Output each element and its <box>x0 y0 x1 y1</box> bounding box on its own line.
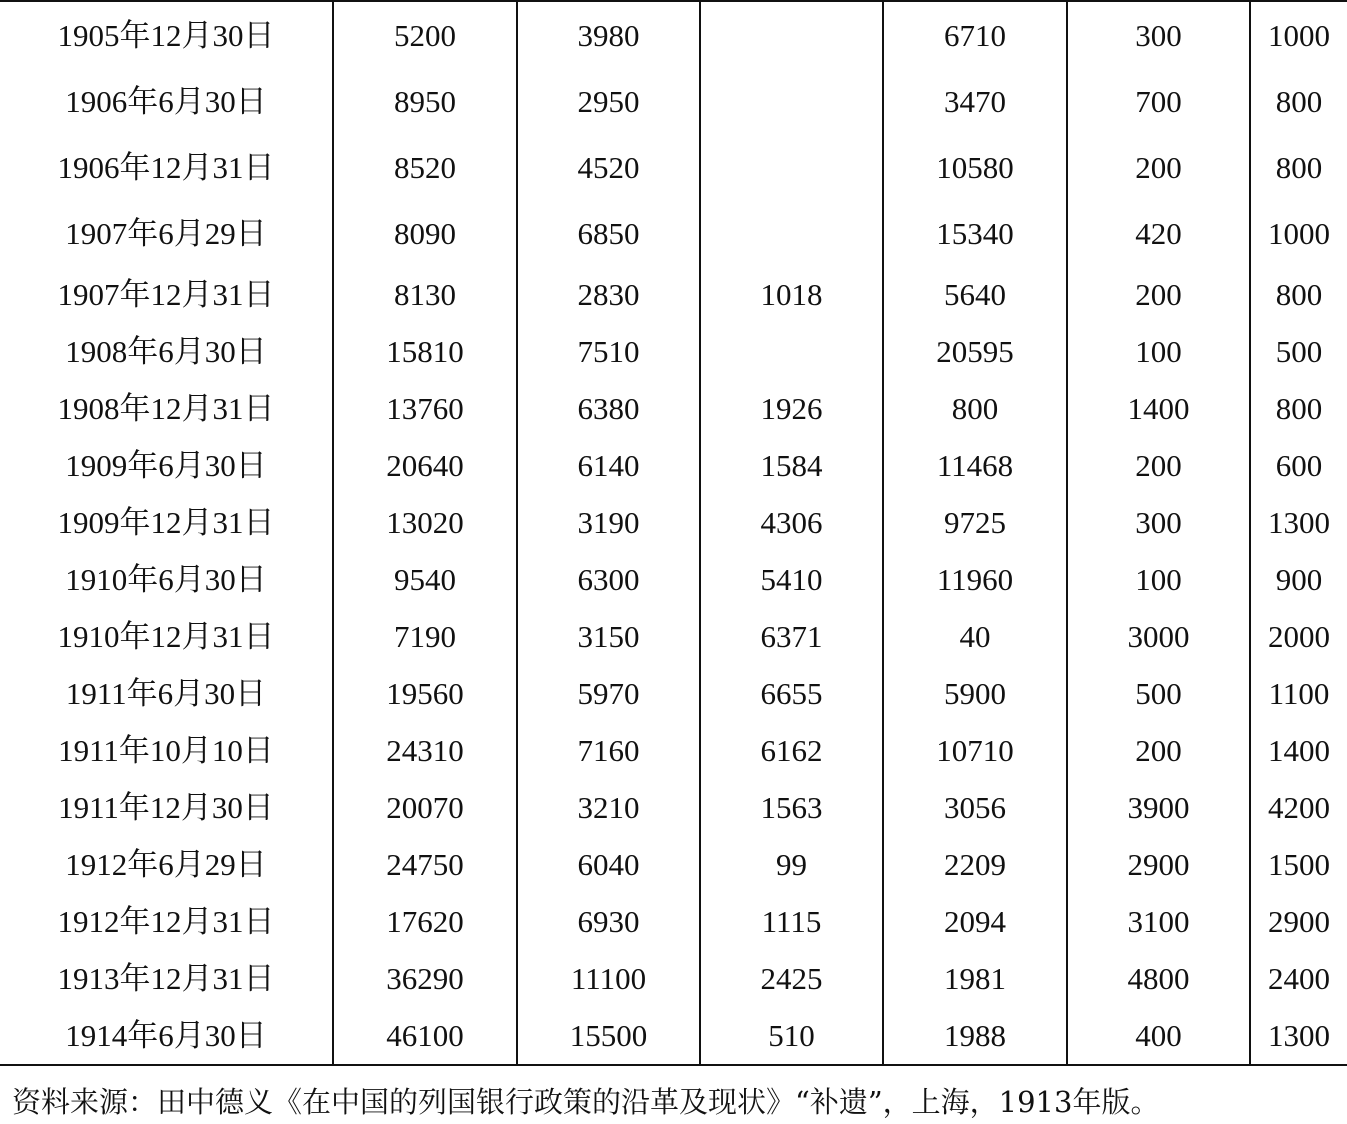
value-cell: 40 <box>883 608 1067 665</box>
value-cell: 2830 <box>517 266 700 323</box>
date-cell: 1912年12月31日 <box>57 904 275 939</box>
value-cell: 13760 <box>333 380 517 437</box>
date-cell: 1909年6月30日 <box>65 448 267 483</box>
value-cell: 8520 <box>333 134 517 200</box>
source-note: 资料来源：田中德义《在中国的列国银行政策的沿革及现状》“补遗”，上海，1913年版。 <box>12 1085 1160 1119</box>
value-cell: 24750 <box>333 836 517 893</box>
table-row <box>0 437 1347 494</box>
value-cell: 1981 <box>883 950 1067 1007</box>
value-cell: 5640 <box>883 266 1067 323</box>
value-cell: 1100 <box>1250 665 1347 722</box>
value-cell: 20070 <box>333 779 517 836</box>
value-cell: 400 <box>1067 1007 1250 1065</box>
value-cell: 3470 <box>883 68 1067 134</box>
value-cell: 20640 <box>333 437 517 494</box>
value-cell: 7510 <box>517 323 700 380</box>
value-cell: 800 <box>1250 68 1347 134</box>
value-cell: 800 <box>883 380 1067 437</box>
value-cell: 500 <box>1250 323 1347 380</box>
value-cell: 500 <box>1067 665 1250 722</box>
value-cell: 2425 <box>700 950 883 1007</box>
value-cell: 300 <box>1067 2 1250 68</box>
value-cell: 11960 <box>883 551 1067 608</box>
value-cell: 200 <box>1067 437 1250 494</box>
value-cell <box>700 2 883 68</box>
value-cell: 6380 <box>517 380 700 437</box>
date-cell: 1910年6月30日 <box>65 562 267 597</box>
value-cell <box>700 68 883 134</box>
date-cell: 1914年6月30日 <box>0 1007 333 1065</box>
value-cell: 11100 <box>517 950 700 1007</box>
value-cell: 200 <box>1067 722 1250 779</box>
value-cell: 6162 <box>700 722 883 779</box>
value-cell: 1926 <box>700 380 883 437</box>
value-cell: 24310 <box>333 722 517 779</box>
value-cell: 8090 <box>333 200 517 266</box>
table-row <box>0 950 1347 1007</box>
table-row <box>0 608 1347 665</box>
table-row <box>0 722 1347 779</box>
value-cell: 2094 <box>883 893 1067 950</box>
date-cell: 1909年12月31日 <box>57 505 275 540</box>
table-row <box>0 893 1347 950</box>
value-cell: 7190 <box>333 608 517 665</box>
value-cell: 4800 <box>1067 950 1250 1007</box>
value-cell: 1400 <box>1250 722 1347 779</box>
value-cell: 17620 <box>333 893 517 950</box>
value-cell: 15810 <box>333 323 517 380</box>
value-cell: 200 <box>1067 266 1250 323</box>
value-cell: 2900 <box>1250 893 1347 950</box>
value-cell: 900 <box>1250 551 1347 608</box>
value-cell <box>700 323 883 380</box>
value-cell <box>700 200 883 266</box>
table-row <box>0 68 1347 134</box>
table-row <box>0 494 1347 551</box>
value-cell: 800 <box>1250 134 1347 200</box>
table-row <box>0 380 1347 437</box>
value-cell: 300 <box>1067 494 1250 551</box>
value-cell: 6300 <box>517 551 700 608</box>
value-cell: 5200 <box>333 2 517 68</box>
table-row <box>0 779 1347 836</box>
value-cell: 1000 <box>1250 200 1347 266</box>
table-row <box>0 2 1347 68</box>
value-cell: 5410 <box>700 551 883 608</box>
value-cell: 36290 <box>333 950 517 1007</box>
value-cell: 2900 <box>1067 836 1250 893</box>
value-cell: 3210 <box>517 779 700 836</box>
value-cell: 1988 <box>883 1007 1067 1065</box>
table-row <box>0 551 1347 608</box>
date-cell: 1907年12月31日 <box>57 277 275 312</box>
value-cell: 3056 <box>883 779 1067 836</box>
table-row <box>0 836 1347 893</box>
table-row <box>0 1007 1347 1065</box>
value-cell: 3980 <box>517 2 700 68</box>
table-row <box>0 323 1347 380</box>
value-cell: 3190 <box>517 494 700 551</box>
table-row <box>0 134 1347 200</box>
value-cell: 5970 <box>517 665 700 722</box>
date-cell: 1911年12月30日 <box>58 790 274 825</box>
value-cell: 420 <box>1067 200 1250 266</box>
value-cell: 1400 <box>1067 380 1250 437</box>
date-cell: 1906年12月31日 <box>57 149 275 185</box>
value-cell: 10580 <box>883 134 1067 200</box>
value-cell: 8950 <box>333 68 517 134</box>
value-cell: 2209 <box>883 836 1067 893</box>
value-cell: 3000 <box>1067 608 1250 665</box>
value-cell: 1584 <box>700 437 883 494</box>
value-cell: 1018 <box>700 266 883 323</box>
date-cell: 1913年12月31日 <box>57 961 275 996</box>
value-cell: 1563 <box>700 779 883 836</box>
value-cell: 800 <box>1250 266 1347 323</box>
value-cell: 4306 <box>700 494 883 551</box>
value-cell: 9540 <box>333 551 517 608</box>
data-table <box>0 2 1347 1066</box>
value-cell: 9725 <box>883 494 1067 551</box>
date-cell: 1911年10月10日 <box>58 733 274 768</box>
value-cell: 6850 <box>517 200 700 266</box>
date-cell: 1905年12月30日 <box>57 17 275 53</box>
value-cell: 510 <box>700 1007 883 1065</box>
value-cell: 1500 <box>1250 836 1347 893</box>
value-cell: 2000 <box>1250 608 1347 665</box>
value-cell: 46100 <box>333 1007 517 1065</box>
table-row <box>0 266 1347 323</box>
value-cell: 4520 <box>517 134 700 200</box>
value-cell: 10710 <box>883 722 1067 779</box>
value-cell: 99 <box>700 836 883 893</box>
value-cell: 6930 <box>517 893 700 950</box>
table-row <box>0 665 1347 722</box>
date-cell: 1908年6月30日 <box>65 334 267 369</box>
value-cell: 2400 <box>1250 950 1347 1007</box>
value-cell: 100 <box>1067 551 1250 608</box>
value-cell: 600 <box>1250 437 1347 494</box>
date-cell: 1908年12月31日 <box>57 391 275 426</box>
value-cell: 6371 <box>700 608 883 665</box>
value-cell: 1300 <box>1250 494 1347 551</box>
date-cell: 1906年6月30日 <box>65 83 267 119</box>
value-cell: 3100 <box>1067 893 1250 950</box>
value-cell: 20595 <box>883 323 1067 380</box>
value-cell: 1000 <box>1250 2 1347 68</box>
value-cell: 4200 <box>1250 779 1347 836</box>
date-cell: 1907年6月29日 <box>65 215 267 251</box>
value-cell: 6655 <box>700 665 883 722</box>
value-cell: 3900 <box>1067 779 1250 836</box>
value-cell: 15340 <box>883 200 1067 266</box>
value-cell: 2950 <box>517 68 700 134</box>
value-cell: 19560 <box>333 665 517 722</box>
value-cell <box>700 134 883 200</box>
value-cell: 13020 <box>333 494 517 551</box>
value-cell: 1300 <box>1250 1007 1347 1065</box>
value-cell: 3150 <box>517 608 700 665</box>
value-cell: 6140 <box>517 437 700 494</box>
value-cell: 6040 <box>517 836 700 893</box>
value-cell: 5900 <box>883 665 1067 722</box>
value-cell: 6710 <box>883 2 1067 68</box>
value-cell: 100 <box>1067 323 1250 380</box>
table-row <box>0 200 1347 266</box>
value-cell: 11468 <box>883 437 1067 494</box>
value-cell: 200 <box>1067 134 1250 200</box>
value-cell: 8130 <box>333 266 517 323</box>
value-cell: 7160 <box>517 722 700 779</box>
value-cell: 15500 <box>517 1007 700 1065</box>
date-cell: 1910年12月31日 <box>57 619 275 654</box>
value-cell: 700 <box>1067 68 1250 134</box>
value-cell: 800 <box>1250 380 1347 437</box>
date-cell: 1911年6月30日 <box>65 676 267 711</box>
date-cell: 1912年6月29日 <box>65 847 267 882</box>
value-cell: 1115 <box>700 893 883 950</box>
